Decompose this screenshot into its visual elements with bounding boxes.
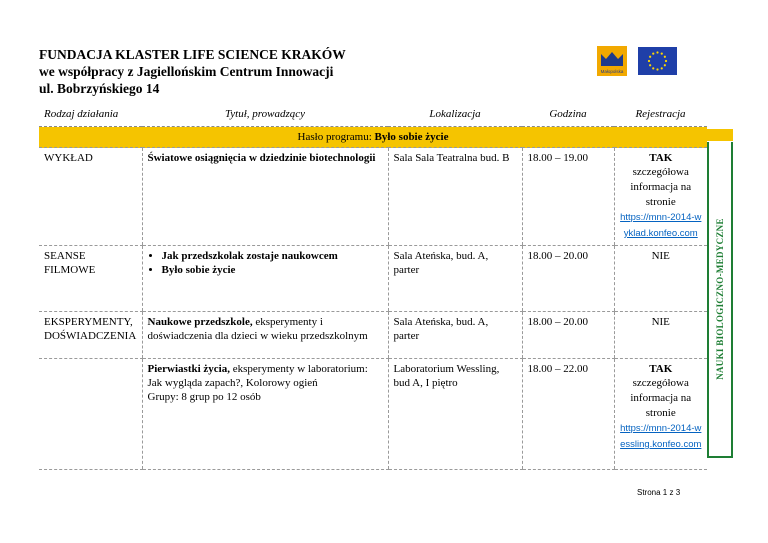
- event-location: Laboratorium Wessling, bud A, I piętro: [388, 359, 522, 470]
- eu-flag-logo: [638, 47, 677, 75]
- registration-info: szczegółowa informacja na stronie: [630, 166, 692, 208]
- registration-status: TAK: [649, 152, 673, 164]
- event-title-rest: eksperymenty w laboratorium:: [229, 363, 368, 375]
- col-header-registration: Rejestracja: [614, 104, 707, 127]
- eu-star-icon: [652, 67, 654, 69]
- film-item: • Było sobie życie: [162, 263, 383, 277]
- eu-star-icon: [652, 53, 654, 55]
- event-description: [142, 312, 388, 359]
- category-side-bar: [707, 142, 733, 458]
- activity-type: SEANSE FILMOWE: [39, 246, 142, 312]
- film-item: • Jak przedszkolak zostaje naukowcem: [162, 249, 383, 263]
- activity-type: [39, 359, 142, 470]
- registration-link[interactable]: https://mnn-2014-wessling.konfeo.com: [620, 423, 702, 450]
- table-header-row: [39, 104, 707, 127]
- col-header-location: Lokalizacja: [388, 104, 522, 127]
- event-location: Sala Ateńska, bud. A, parter: [388, 312, 522, 359]
- event-groups: Grupy: 8 grup po 12 osób: [147, 391, 261, 403]
- registration-status: NIE: [614, 246, 707, 312]
- program-banner: [39, 127, 707, 148]
- eu-star-icon: [665, 60, 667, 62]
- category-label: NAUKI BIOLOGICZNO-MEDYCZNE: [715, 218, 725, 380]
- eu-star-icon: [661, 67, 663, 69]
- registration-status: TAK: [649, 363, 673, 375]
- event-location: Sala Sala Teatralna bud. B: [388, 148, 522, 246]
- table-row: [39, 359, 707, 470]
- event-description: [142, 359, 388, 470]
- registration-info: szczegółowa informacja na stronie: [630, 377, 692, 419]
- malopolska-logo: [597, 46, 627, 76]
- event-title: Pierwiastki życia,: [147, 363, 230, 375]
- organization-header: [39, 46, 346, 97]
- schedule-table: [39, 104, 707, 470]
- org-partner: we współpracy z Jagiellońskim Centrum Innowacji: [39, 64, 334, 79]
- eu-star-icon: [656, 51, 658, 53]
- activity-type: EKSPERYMENTY, DOŚWIADCZENIA: [39, 312, 142, 359]
- event-time: 18.00 – 20.00: [522, 312, 614, 359]
- program-title: Było sobie życie: [374, 131, 449, 143]
- event-location: Sala Ateńska, bud. A, parter: [388, 246, 522, 312]
- malopolska-logo-text: Małopolska: [600, 69, 624, 74]
- org-name: FUNDACJA KLASTER LIFE SCIENCE KRAKÓW: [39, 47, 346, 62]
- activity-type: WYKŁAD: [39, 148, 142, 246]
- event-time: 18.00 – 22.00: [522, 359, 614, 470]
- event-time: 18.00 – 20.00: [522, 246, 614, 312]
- registration-link[interactable]: https://mnn-2014-wyklad.konfeo.com: [620, 212, 702, 239]
- col-header-time: Godzina: [522, 104, 614, 127]
- eu-star-icon: [649, 64, 651, 66]
- eu-star-icon: [649, 56, 651, 58]
- table-row: [39, 148, 707, 246]
- eu-star-icon: [656, 68, 658, 70]
- program-label: Hasło programu:: [297, 131, 372, 143]
- col-header-title: Tytuł, prowadzący: [142, 104, 388, 127]
- org-address: ul. Bobrzyńskiego 14: [39, 81, 160, 96]
- event-time: 18.00 – 19.00: [522, 148, 614, 246]
- event-title: Naukowe przedszkole,: [147, 316, 253, 328]
- col-header-type: Rodzaj działania: [39, 104, 142, 127]
- event-title: Światowe osiągnięcia w dziedzinie biotechnologii: [147, 152, 376, 164]
- event-title-rest: eksperymenty i doświadczenia dla dzieci w wieku przedszkolnym: [147, 316, 368, 342]
- table-row: [39, 312, 707, 359]
- registration-status: NIE: [614, 312, 707, 359]
- table-row: [39, 246, 707, 312]
- page-number: Strona 1 z 3: [637, 488, 681, 497]
- film-list: [148, 249, 383, 277]
- eu-star-icon: [664, 56, 666, 58]
- eu-star-icon: [648, 60, 650, 62]
- eu-star-icon: [664, 64, 666, 66]
- event-detail: Jak wygląda zapach?, Kolorowy ogień: [147, 377, 318, 389]
- eu-star-icon: [661, 53, 663, 55]
